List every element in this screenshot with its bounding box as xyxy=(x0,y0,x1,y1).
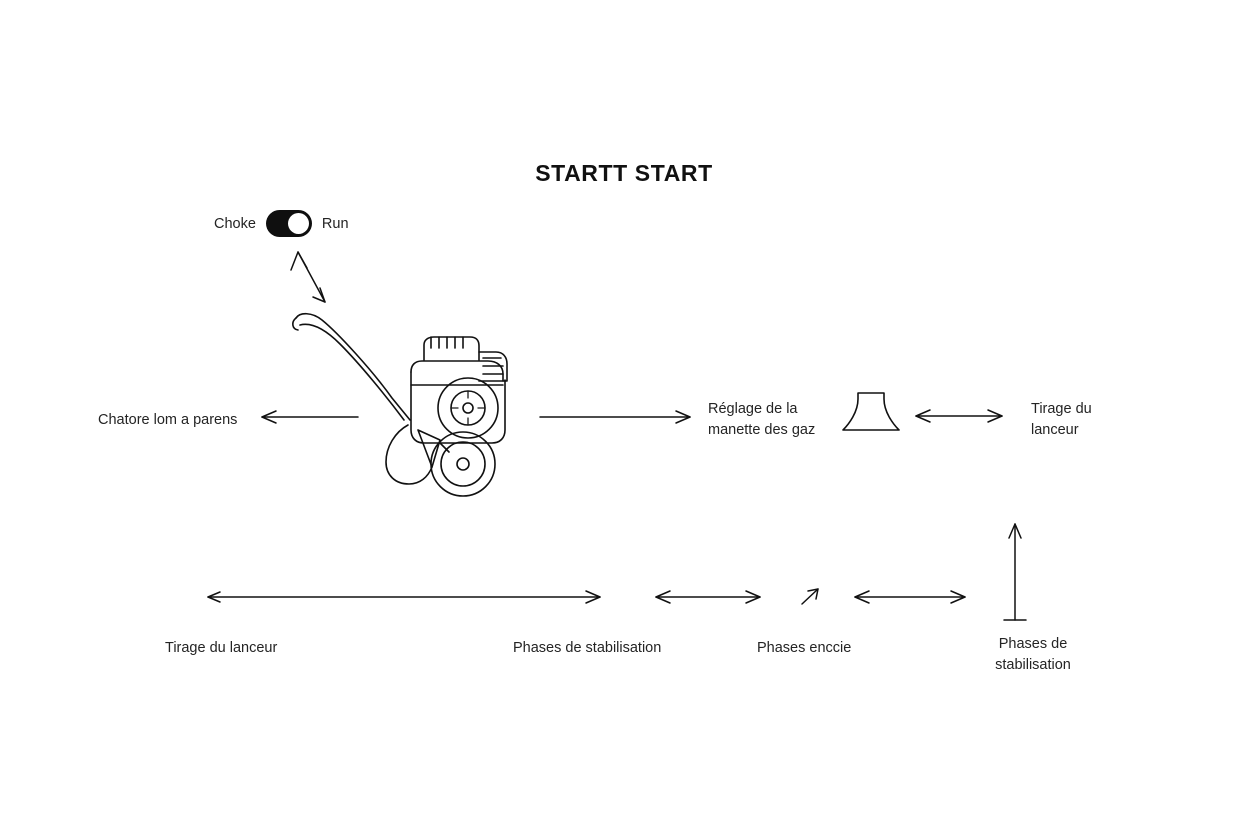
arrow-bottom-middle xyxy=(656,591,760,603)
arrow-bottom-long xyxy=(208,591,600,603)
label-bottom-partial: Phases enccie xyxy=(757,640,852,656)
bell-shape-icon xyxy=(843,393,899,430)
label-throttle-line1: Réglage de la xyxy=(708,401,798,417)
toggle-label-choke: Choke xyxy=(214,215,256,232)
arrow-bell-to-recoil xyxy=(916,410,1002,422)
label-bottom-right-line1: Phases de xyxy=(998,636,1068,652)
arrow-machine-to-left-label xyxy=(262,411,358,423)
arrow-bottom-right xyxy=(855,591,965,603)
choke-run-toggle-row[interactable] xyxy=(214,210,349,237)
arrow-vertical-right xyxy=(1004,524,1026,620)
label-bottom-right-line2: stabilisation xyxy=(995,657,1071,674)
label-bottom-stabilisation: Phases de stabilisation xyxy=(513,640,662,656)
label-recoil-right-line1: Tirage du xyxy=(1031,401,1092,417)
toggle-label-run: Run xyxy=(321,215,349,232)
label-throttle xyxy=(708,399,838,441)
arrow-toggle-to-machine xyxy=(291,252,325,302)
label-bottom-right xyxy=(963,634,1103,676)
arrow-small-diagonal xyxy=(802,589,818,604)
label-recoil-right-line2: lanceur xyxy=(1031,422,1079,439)
label-left-machine: Chatore lom a parens xyxy=(98,412,238,428)
toggle-knob xyxy=(288,213,309,234)
tiller-machine-icon xyxy=(293,314,507,496)
label-bottom-recoil: Tirage du lanceur xyxy=(165,640,278,656)
label-recoil-right xyxy=(1031,399,1151,441)
choke-run-toggle[interactable] xyxy=(266,210,312,237)
arrow-machine-to-throttle xyxy=(540,411,690,423)
page-title: STARTT START xyxy=(535,160,713,186)
label-throttle-line2: manette des gaz xyxy=(708,422,816,439)
